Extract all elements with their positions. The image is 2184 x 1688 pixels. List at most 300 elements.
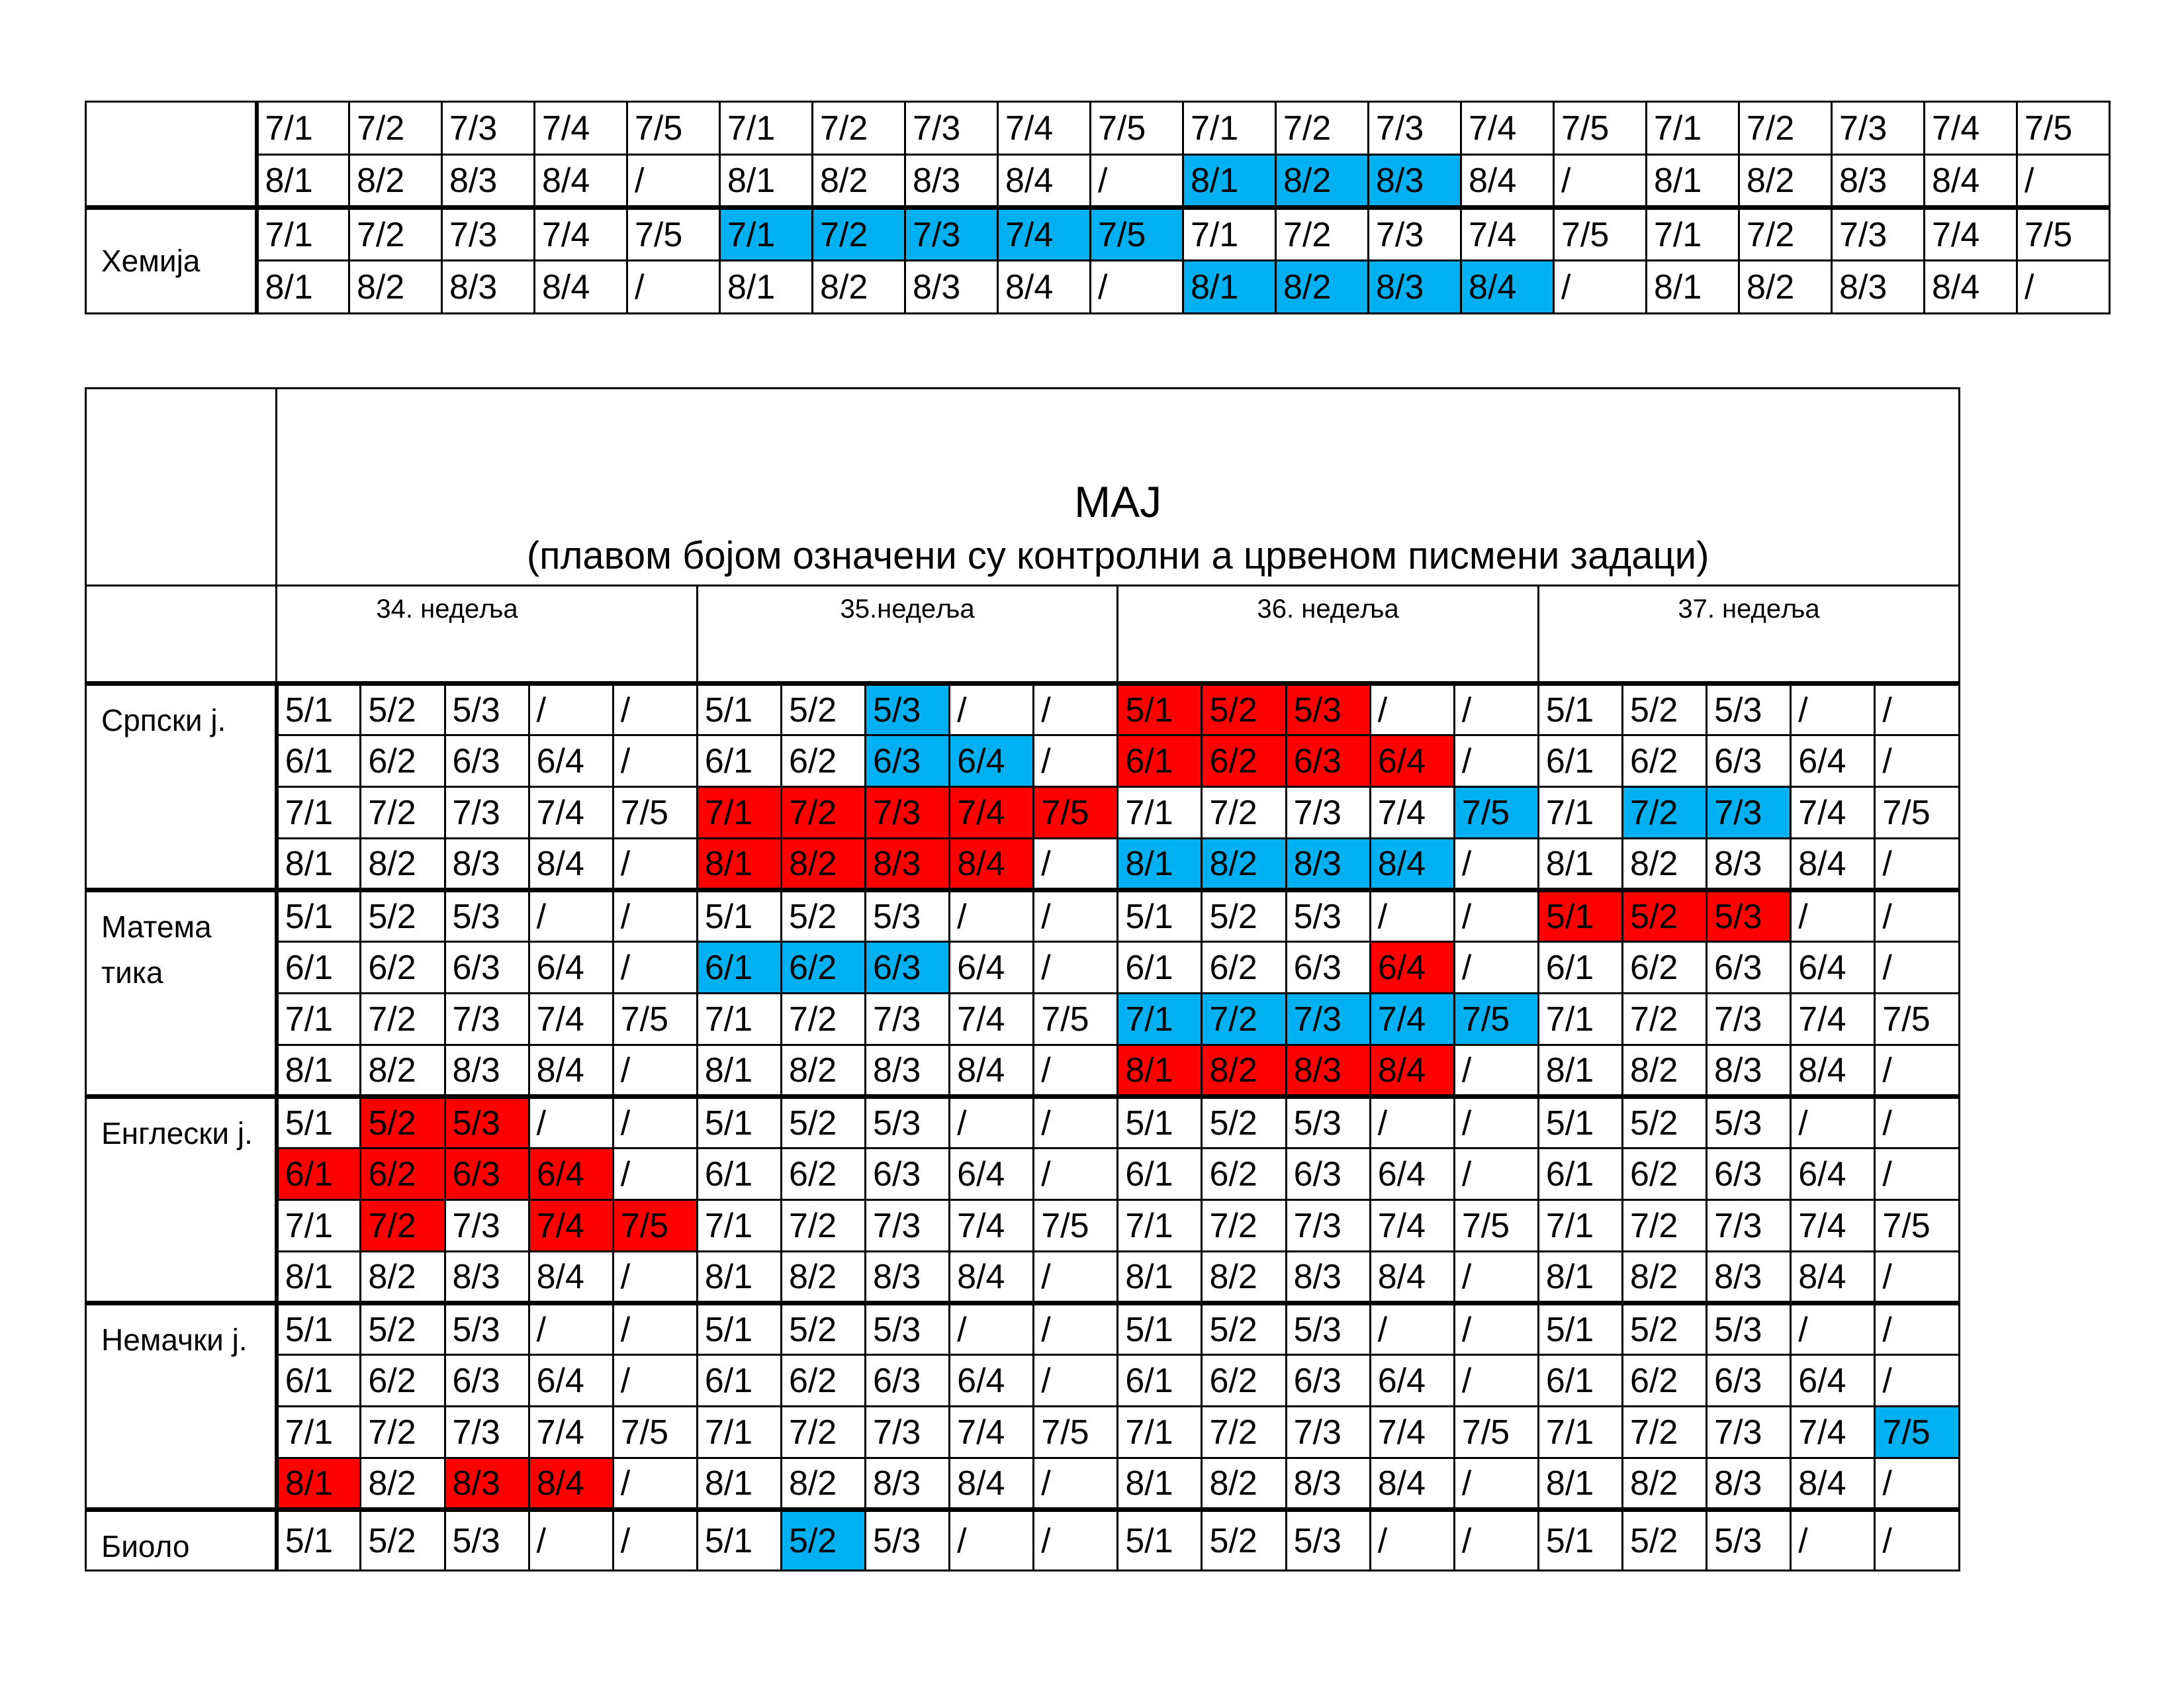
class-cell: 8/4: [1370, 1045, 1454, 1097]
week-34-header: 34. недеља: [277, 586, 698, 684]
class-cell: 7/1: [257, 208, 349, 261]
class-cell: 8/4: [1370, 1252, 1454, 1303]
class-cell: 7/2: [1739, 208, 1832, 261]
table-row: [86, 1303, 1960, 1355]
class-cell: 7/1: [1538, 994, 1622, 1045]
class-cell: 7/2: [1623, 994, 1707, 1045]
table-row: [86, 839, 1960, 890]
class-cell: 5/1: [1118, 1097, 1202, 1149]
class-cell: 8/3: [1707, 1458, 1791, 1510]
class-cell: 7/1: [1538, 1200, 1622, 1252]
class-cell: 5/2: [1202, 1510, 1286, 1571]
class-cell: /: [613, 1355, 697, 1407]
month-title: МАЈ: [1074, 477, 1162, 526]
class-cell: 5/3: [1707, 1097, 1791, 1149]
class-cell: 6/3: [445, 1355, 529, 1407]
class-cell: 8/1: [1183, 261, 1276, 314]
class-cell: /: [1875, 1458, 1960, 1510]
class-cell: /: [1554, 261, 1647, 314]
class-cell: /: [1034, 890, 1118, 942]
class-cell: 6/1: [1118, 1149, 1202, 1200]
class-cell: 6/1: [1538, 735, 1622, 787]
class-cell: 8/2: [1623, 1458, 1707, 1510]
class-cell: 5/1: [277, 1303, 361, 1355]
class-cell: 7/4: [1925, 208, 2017, 261]
table-row: [86, 1200, 1960, 1252]
class-cell: 6/1: [697, 1355, 781, 1407]
class-cell: 6/4: [1370, 942, 1454, 994]
class-cell: /: [1034, 1045, 1118, 1097]
class-cell: 6/3: [1707, 1355, 1791, 1407]
class-cell: 6/2: [1202, 1355, 1286, 1407]
class-cell: /: [1454, 1045, 1538, 1097]
class-cell: 8/4: [535, 155, 627, 208]
table-row: [86, 261, 2110, 314]
class-cell: 8/4: [950, 839, 1034, 890]
class-cell: 5/1: [1118, 1303, 1202, 1355]
class-cell: 5/2: [361, 890, 445, 942]
class-cell: /: [1791, 1510, 1875, 1571]
class-cell: 7/5: [613, 787, 697, 839]
class-cell: 8/1: [277, 839, 361, 890]
class-cell: /: [1875, 942, 1960, 994]
class-cell: /: [627, 261, 720, 314]
table-row: [86, 1149, 1960, 1200]
week-37-header: 37. недеља: [1538, 586, 1959, 684]
class-cell: 7/2: [1739, 102, 1832, 155]
class-cell: 8/2: [1276, 261, 1369, 314]
class-cell: /: [1034, 1303, 1118, 1355]
class-cell: 5/1: [1538, 1510, 1622, 1571]
class-cell: 6/4: [529, 1355, 613, 1407]
top-schedule-table: [85, 101, 2111, 314]
class-cell: /: [1034, 839, 1118, 890]
class-cell: 8/2: [361, 1252, 445, 1303]
class-cell: /: [950, 1303, 1034, 1355]
class-cell: 8/2: [781, 1252, 865, 1303]
class-cell: /: [613, 1045, 697, 1097]
table-row: [86, 787, 1960, 839]
class-cell: 8/4: [529, 1458, 613, 1510]
class-cell: 6/1: [277, 1355, 361, 1407]
class-cell: 8/2: [781, 839, 865, 890]
table-row: [86, 1097, 1960, 1149]
class-cell: 8/2: [1623, 1252, 1707, 1303]
class-cell: 7/4: [529, 1200, 613, 1252]
class-cell: 8/2: [813, 261, 905, 314]
class-cell: 5/2: [361, 1510, 445, 1571]
class-cell: 7/1: [1647, 102, 1739, 155]
class-cell: 7/1: [1538, 787, 1622, 839]
class-cell: 7/5: [613, 994, 697, 1045]
class-cell: 6/4: [529, 1149, 613, 1200]
class-cell: 7/4: [1791, 787, 1875, 839]
class-cell: 8/3: [1286, 1045, 1370, 1097]
class-cell: 6/3: [445, 1149, 529, 1200]
class-cell: 5/1: [277, 890, 361, 942]
class-cell: 7/5: [1034, 994, 1118, 1045]
class-cell: 7/4: [950, 1407, 1034, 1458]
class-cell: 5/2: [1623, 890, 1707, 942]
week-35-header: 35.недеља: [697, 586, 1118, 684]
class-cell: 6/3: [1286, 942, 1370, 994]
class-cell: 8/1: [1118, 839, 1202, 890]
class-cell: 5/3: [445, 1097, 529, 1149]
class-cell: 7/1: [1183, 208, 1276, 261]
class-cell: /: [613, 1097, 697, 1149]
class-cell: 8/1: [257, 155, 349, 208]
class-cell: /: [1034, 1097, 1118, 1149]
class-cell: 6/4: [1370, 735, 1454, 787]
class-cell: 7/4: [998, 208, 1091, 261]
class-cell: 8/2: [349, 261, 442, 314]
class-cell: /: [1370, 684, 1454, 735]
subject-cell: Српски ј.: [86, 684, 277, 890]
class-cell: 8/3: [445, 1252, 529, 1303]
class-cell: 5/2: [1202, 1303, 1286, 1355]
class-cell: 7/5: [1034, 1200, 1118, 1252]
class-cell: /: [1454, 942, 1538, 994]
class-cell: /: [950, 684, 1034, 735]
table-row: [86, 155, 2110, 208]
table-row: [86, 1045, 1960, 1097]
class-cell: 5/1: [277, 1510, 361, 1571]
class-cell: /: [1791, 1097, 1875, 1149]
class-cell: /: [1454, 839, 1538, 890]
class-cell: /: [529, 1510, 613, 1571]
class-cell: 7/3: [445, 1200, 529, 1252]
class-cell: 8/4: [950, 1252, 1034, 1303]
class-cell: 6/4: [1791, 1355, 1875, 1407]
class-cell: 7/4: [535, 208, 627, 261]
class-cell: /: [613, 1510, 697, 1571]
class-cell: 7/3: [1832, 102, 1925, 155]
class-cell: 6/2: [1202, 942, 1286, 994]
class-cell: 7/2: [1623, 787, 1707, 839]
class-cell: 6/2: [361, 1149, 445, 1200]
class-cell: 7/1: [697, 994, 781, 1045]
class-cell: /: [1034, 1458, 1118, 1510]
class-cell: 7/4: [1370, 787, 1454, 839]
class-cell: 8/4: [529, 1252, 613, 1303]
class-cell: 7/5: [1875, 1407, 1960, 1458]
class-cell: 8/3: [1286, 1252, 1370, 1303]
class-cell: 8/2: [361, 1458, 445, 1510]
class-cell: 6/3: [445, 735, 529, 787]
class-cell: 8/2: [1276, 155, 1369, 208]
class-cell: 6/1: [277, 942, 361, 994]
class-cell: 6/3: [1707, 942, 1791, 994]
week-36-header: 36. недеља: [1118, 586, 1539, 684]
class-cell: 6/1: [697, 1149, 781, 1200]
class-cell: 6/1: [1538, 1355, 1622, 1407]
class-cell: 7/4: [1370, 1407, 1454, 1458]
class-cell: 5/3: [1707, 1510, 1791, 1571]
class-cell: /: [613, 890, 697, 942]
table-row: [86, 1458, 1960, 1510]
table-row: [86, 1510, 1960, 1571]
class-cell: 7/2: [361, 994, 445, 1045]
class-cell: 6/3: [866, 1149, 950, 1200]
class-cell: /: [1034, 942, 1118, 994]
class-cell: 8/3: [1286, 1458, 1370, 1510]
class-cell: 6/4: [1370, 1355, 1454, 1407]
class-cell: /: [1034, 1149, 1118, 1200]
class-cell: 5/3: [1286, 684, 1370, 735]
class-cell: /: [1875, 839, 1960, 890]
class-cell: 8/1: [1538, 1045, 1622, 1097]
class-cell: 7/5: [1034, 1407, 1118, 1458]
subject-cell-chemistry: Хемија: [86, 208, 257, 314]
class-cell: 7/4: [529, 994, 613, 1045]
class-cell: 7/2: [1202, 787, 1286, 839]
class-cell: 7/1: [720, 208, 813, 261]
subject-cell: Матема тика: [86, 890, 277, 1097]
class-cell: 7/3: [1707, 994, 1791, 1045]
class-cell: 6/4: [950, 1355, 1034, 1407]
class-cell: 7/4: [1461, 208, 1554, 261]
class-cell: 5/3: [866, 684, 950, 735]
class-cell: /: [950, 1510, 1034, 1571]
class-cell: 5/2: [781, 1097, 865, 1149]
class-cell: 5/1: [697, 1097, 781, 1149]
class-cell: /: [2017, 155, 2110, 208]
class-cell: 8/2: [1739, 155, 1832, 208]
class-cell: 8/1: [277, 1252, 361, 1303]
class-cell: 7/1: [1118, 1200, 1202, 1252]
class-cell: 7/5: [2017, 208, 2110, 261]
class-cell: 7/4: [529, 787, 613, 839]
class-cell: 6/4: [529, 735, 613, 787]
class-cell: 8/2: [781, 1045, 865, 1097]
table-row: [86, 890, 1960, 942]
class-cell: 7/4: [998, 102, 1091, 155]
subject-cell-previous: [86, 102, 257, 208]
class-cell: 8/1: [697, 1045, 781, 1097]
class-cell: 7/5: [1554, 102, 1647, 155]
class-cell: 8/3: [1707, 1045, 1791, 1097]
class-cell: 5/1: [1538, 1303, 1622, 1355]
class-cell: /: [1791, 1303, 1875, 1355]
class-cell: /: [1875, 1045, 1960, 1097]
class-cell: /: [1370, 1303, 1454, 1355]
class-cell: 5/2: [1623, 1097, 1707, 1149]
class-cell: 6/2: [1623, 1149, 1707, 1200]
class-cell: 6/1: [1118, 942, 1202, 994]
table-row: [86, 942, 1960, 994]
class-cell: 8/4: [1925, 261, 2017, 314]
class-cell: 6/3: [866, 1355, 950, 1407]
class-cell: 8/3: [866, 1458, 950, 1510]
class-cell: 5/2: [1202, 684, 1286, 735]
class-cell: 7/3: [905, 102, 998, 155]
class-cell: /: [1454, 684, 1538, 735]
class-cell: 7/5: [627, 102, 720, 155]
class-cell: 8/3: [1832, 155, 1925, 208]
class-cell: 8/4: [529, 1045, 613, 1097]
class-cell: 7/3: [445, 994, 529, 1045]
class-cell: 5/3: [866, 1303, 950, 1355]
subject-cell: Биоло: [86, 1510, 277, 1571]
class-cell: 7/5: [2017, 102, 2110, 155]
table-row: [86, 1407, 1960, 1458]
class-cell: 6/4: [529, 942, 613, 994]
class-cell: 7/2: [349, 102, 442, 155]
class-cell: /: [1454, 1355, 1538, 1407]
class-cell: 5/3: [866, 1510, 950, 1571]
class-cell: 7/2: [349, 208, 442, 261]
class-cell: /: [2017, 261, 2110, 314]
class-cell: 8/1: [697, 1458, 781, 1510]
class-cell: 7/1: [720, 102, 813, 155]
class-cell: 6/3: [1707, 735, 1791, 787]
class-cell: /: [1034, 684, 1118, 735]
table-row: [86, 102, 2110, 155]
class-cell: /: [529, 1097, 613, 1149]
class-cell: 7/5: [613, 1200, 697, 1252]
top-schedule-body: [86, 102, 2110, 314]
class-cell: 8/3: [1369, 155, 1461, 208]
class-cell: /: [1034, 735, 1118, 787]
class-cell: /: [1454, 1149, 1538, 1200]
class-cell: 7/3: [1707, 1200, 1791, 1252]
class-cell: 8/3: [442, 155, 535, 208]
class-cell: 7/2: [1202, 1407, 1286, 1458]
class-cell: 5/3: [1707, 890, 1791, 942]
class-cell: 8/4: [998, 261, 1091, 314]
class-cell: 6/2: [361, 735, 445, 787]
class-cell: 8/4: [1370, 839, 1454, 890]
class-cell: 5/3: [445, 684, 529, 735]
class-cell: 8/1: [1538, 839, 1622, 890]
class-cell: 8/1: [697, 839, 781, 890]
class-cell: 6/2: [361, 1355, 445, 1407]
class-cell: 8/1: [1647, 261, 1739, 314]
table-row: [86, 684, 1960, 735]
class-cell: 7/4: [1925, 102, 2017, 155]
class-cell: /: [613, 735, 697, 787]
class-cell: 5/2: [361, 1303, 445, 1355]
class-cell: 5/2: [361, 684, 445, 735]
class-cell: 6/3: [1286, 1355, 1370, 1407]
class-cell: 7/3: [1286, 1200, 1370, 1252]
class-cell: 8/3: [866, 1252, 950, 1303]
class-cell: 7/5: [1554, 208, 1647, 261]
class-cell: 6/1: [1118, 735, 1202, 787]
class-cell: 8/4: [1461, 155, 1554, 208]
class-cell: 7/3: [866, 994, 950, 1045]
class-cell: 5/1: [697, 1510, 781, 1571]
class-cell: /: [950, 890, 1034, 942]
class-cell: 5/2: [1202, 890, 1286, 942]
class-cell: /: [1370, 890, 1454, 942]
class-cell: 8/1: [1183, 155, 1276, 208]
class-cell: 7/5: [1454, 787, 1538, 839]
class-cell: 6/4: [950, 942, 1034, 994]
class-cell: 5/2: [781, 1303, 865, 1355]
class-cell: 7/5: [1454, 1200, 1538, 1252]
class-cell: 5/1: [697, 1303, 781, 1355]
class-cell: 7/3: [1707, 787, 1791, 839]
class-cell: 8/3: [905, 155, 998, 208]
may-schedule-table: [85, 387, 1960, 1571]
table-row: [86, 735, 1960, 787]
class-cell: 8/1: [1118, 1252, 1202, 1303]
class-cell: 8/2: [349, 155, 442, 208]
class-cell: 7/2: [781, 787, 865, 839]
table-row: [86, 994, 1960, 1045]
class-cell: 5/1: [277, 684, 361, 735]
class-cell: 7/5: [613, 1407, 697, 1458]
class-cell: 5/2: [361, 1097, 445, 1149]
class-cell: 5/3: [1286, 1303, 1370, 1355]
class-cell: /: [1454, 1510, 1538, 1571]
class-cell: /: [1370, 1097, 1454, 1149]
class-cell: 7/5: [1091, 208, 1183, 261]
class-cell: 7/5: [1875, 994, 1960, 1045]
class-cell: 8/2: [1202, 1045, 1286, 1097]
class-cell: 7/3: [1369, 208, 1461, 261]
class-cell: 7/1: [697, 787, 781, 839]
class-cell: 6/1: [1538, 1149, 1622, 1200]
class-cell: 8/2: [1202, 1458, 1286, 1510]
class-cell: 7/1: [1538, 1407, 1622, 1458]
table-row: [86, 208, 2110, 261]
class-cell: /: [613, 684, 697, 735]
class-cell: /: [1875, 735, 1960, 787]
class-cell: 7/5: [627, 208, 720, 261]
class-cell: /: [1791, 890, 1875, 942]
class-cell: /: [1875, 1510, 1960, 1571]
title-corner-cell: [86, 389, 277, 586]
class-cell: 6/1: [277, 1149, 361, 1200]
weeks-corner-cell: [86, 586, 277, 684]
class-cell: 6/2: [361, 942, 445, 994]
class-cell: 5/3: [445, 890, 529, 942]
class-cell: 5/2: [781, 684, 865, 735]
class-cell: 8/1: [257, 261, 349, 314]
class-cell: /: [1875, 1303, 1960, 1355]
class-cell: 6/2: [1623, 735, 1707, 787]
class-cell: 6/4: [1791, 1149, 1875, 1200]
class-cell: 5/3: [1707, 684, 1791, 735]
class-cell: 7/1: [697, 1407, 781, 1458]
class-cell: 7/3: [905, 208, 998, 261]
class-cell: /: [1875, 1355, 1960, 1407]
class-cell: /: [613, 1252, 697, 1303]
class-cell: 6/2: [1202, 1149, 1286, 1200]
class-cell: 6/3: [1286, 1149, 1370, 1200]
class-cell: 8/3: [1832, 261, 1925, 314]
class-cell: 8/4: [535, 261, 627, 314]
class-cell: 8/2: [1739, 261, 1832, 314]
class-cell: 7/1: [1118, 1407, 1202, 1458]
class-cell: 8/1: [1118, 1458, 1202, 1510]
class-cell: 8/1: [720, 155, 813, 208]
class-cell: 5/3: [866, 1097, 950, 1149]
may-schedule-body: [86, 389, 1960, 1571]
class-cell: 7/2: [813, 102, 905, 155]
class-cell: 8/4: [1791, 1045, 1875, 1097]
class-cell: 7/4: [1461, 102, 1554, 155]
class-cell: 5/1: [1538, 890, 1622, 942]
class-cell: 7/2: [1623, 1407, 1707, 1458]
class-cell: 7/3: [866, 1200, 950, 1252]
class-cell: 8/3: [1286, 839, 1370, 890]
class-cell: 6/1: [697, 942, 781, 994]
class-cell: 8/4: [950, 1458, 1034, 1510]
class-cell: 8/2: [781, 1458, 865, 1510]
